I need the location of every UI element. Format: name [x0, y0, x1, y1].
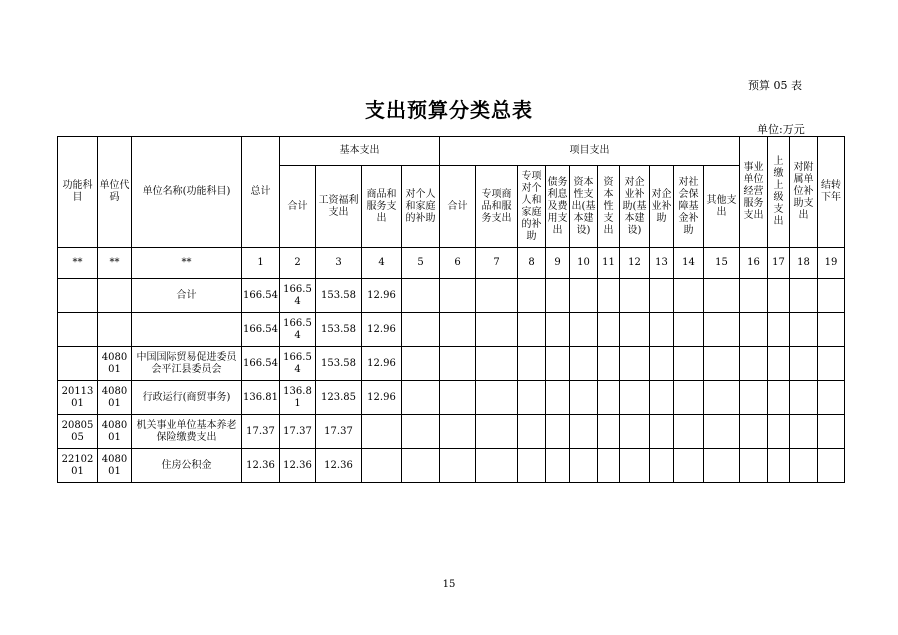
column-index-cell: 10 [570, 248, 598, 279]
header-basic-personal: 对个人和家庭的补助 [402, 166, 440, 248]
cell-name [132, 313, 242, 347]
cell-empty [620, 415, 650, 449]
cell-total: 166.54 [242, 279, 280, 313]
column-index-cell: 8 [518, 248, 546, 279]
cell-unit-code [98, 313, 132, 347]
unit-label: 单位:万元 [757, 123, 805, 136]
cell-empty [476, 415, 518, 449]
cell-empty [790, 279, 818, 313]
cell-empty [704, 381, 740, 415]
cell-salary: 17.37 [316, 415, 362, 449]
cell-empty [768, 279, 790, 313]
cell-empty [818, 347, 845, 381]
column-index-cell: 7 [476, 248, 518, 279]
cell-empty [476, 381, 518, 415]
cell-empty [704, 449, 740, 483]
cell-empty [440, 347, 476, 381]
cell-name: 住房公积金 [132, 449, 242, 483]
cell-empty [620, 347, 650, 381]
cell-empty [402, 313, 440, 347]
cell-empty [402, 347, 440, 381]
table-row [58, 313, 845, 347]
cell-empty [440, 449, 476, 483]
header-project-group: 项目支出 [440, 137, 740, 166]
cell-empty [518, 381, 546, 415]
column-index-cell: 1 [242, 248, 280, 279]
cell-empty [440, 313, 476, 347]
cell-empty [570, 279, 598, 313]
column-index-cell: ** [58, 248, 98, 279]
header-project-debt: 债务利息及费用支出 [546, 166, 570, 248]
cell-func-code: 2011301 [58, 381, 98, 415]
cell-goods: 12.96 [362, 279, 402, 313]
header-project-other: 其他支出 [704, 166, 740, 248]
cell-unit-code [98, 279, 132, 313]
cell-total: 136.81 [242, 381, 280, 415]
cell-empty [518, 279, 546, 313]
cell-salary: 12.36 [316, 449, 362, 483]
cell-empty [570, 381, 598, 415]
cell-empty [740, 313, 768, 347]
column-index-row [58, 248, 845, 279]
header-total: 总计 [242, 137, 280, 248]
column-index-cell: 18 [790, 248, 818, 279]
form-number: 预算 05 表 [748, 79, 802, 92]
page-number: 15 [442, 579, 456, 590]
header-project-capital-construction: 资本性支出(基本建设) [570, 166, 598, 248]
header-row-group [58, 137, 845, 166]
header-project-goods: 专项商品和服务支出 [476, 166, 518, 248]
header-project-total: 合计 [440, 166, 476, 248]
cell-basic-total: 17.37 [280, 415, 316, 449]
cell-empty [768, 449, 790, 483]
cell-empty [704, 313, 740, 347]
cell-total: 166.54 [242, 313, 280, 347]
cell-empty [620, 313, 650, 347]
cell-salary: 123.85 [316, 381, 362, 415]
cell-name: 机关事业单位基本养老保险缴费支出 [132, 415, 242, 449]
header-subsidiary: 对附属单位补助支出 [790, 137, 818, 248]
page-title: 支出预算分类总表 [365, 98, 533, 122]
header-project-enterprise-construction: 对企业补助(基本建设) [620, 166, 650, 248]
cell-goods [362, 449, 402, 483]
cell-goods [362, 415, 402, 449]
column-index-cell: 13 [650, 248, 674, 279]
cell-empty [598, 279, 620, 313]
cell-empty [790, 347, 818, 381]
cell-empty [598, 381, 620, 415]
table-row [58, 279, 845, 313]
cell-goods: 12.96 [362, 347, 402, 381]
cell-empty [650, 415, 674, 449]
cell-empty [476, 279, 518, 313]
cell-empty [674, 381, 704, 415]
cell-empty [440, 415, 476, 449]
cell-empty [790, 381, 818, 415]
header-basic-goods: 商品和服务支出 [362, 166, 402, 248]
cell-empty [818, 449, 845, 483]
column-index-cell: 5 [402, 248, 440, 279]
table-row [58, 415, 845, 449]
column-index-cell: 14 [674, 248, 704, 279]
column-index-cell: 12 [620, 248, 650, 279]
cell-empty [402, 381, 440, 415]
cell-empty [818, 415, 845, 449]
data-rows [58, 279, 845, 483]
column-index-cell: 15 [704, 248, 740, 279]
header-enterprise: 事业单位经营服务支出 [740, 137, 768, 248]
cell-empty [402, 415, 440, 449]
header-unit-code: 单位代码 [98, 137, 132, 248]
cell-empty [570, 313, 598, 347]
cell-empty [768, 415, 790, 449]
header-func-code: 功能科目 [58, 137, 98, 248]
column-index-cell: 2 [280, 248, 316, 279]
cell-empty [650, 449, 674, 483]
header-project-capital: 资本性支出 [598, 166, 620, 248]
cell-basic-total: 166.54 [280, 313, 316, 347]
cell-empty [818, 279, 845, 313]
cell-salary: 153.58 [316, 279, 362, 313]
column-index-cell: ** [98, 248, 132, 279]
cell-unit-code: 408001 [98, 347, 132, 381]
cell-empty [518, 347, 546, 381]
cell-empty [620, 381, 650, 415]
header-upper: 上缴上级支出 [768, 137, 790, 248]
cell-empty [740, 279, 768, 313]
cell-empty [598, 449, 620, 483]
cell-salary: 153.58 [316, 347, 362, 381]
column-index-cell: 9 [546, 248, 570, 279]
cell-func-code [58, 313, 98, 347]
cell-empty [518, 313, 546, 347]
cell-empty [768, 381, 790, 415]
cell-empty [674, 449, 704, 483]
cell-name: 中国国际贸易促进委员会平江县委员会 [132, 347, 242, 381]
cell-empty [704, 347, 740, 381]
cell-empty [790, 449, 818, 483]
column-index-cell: 3 [316, 248, 362, 279]
cell-empty [740, 449, 768, 483]
column-index-cell: 19 [818, 248, 845, 279]
cell-empty [674, 415, 704, 449]
cell-name: 行政运行(商贸事务) [132, 381, 242, 415]
cell-empty [518, 449, 546, 483]
cell-unit-code: 408001 [98, 381, 132, 415]
header-project-personal: 专项对个人和家庭的补助 [518, 166, 546, 248]
cell-empty [620, 279, 650, 313]
table-row [58, 347, 845, 381]
cell-empty [402, 279, 440, 313]
cell-empty [818, 381, 845, 415]
cell-empty [476, 449, 518, 483]
cell-empty [704, 279, 740, 313]
cell-empty [740, 415, 768, 449]
cell-unit-code: 408001 [98, 415, 132, 449]
cell-empty [674, 347, 704, 381]
expenditure-budget-table [57, 136, 845, 483]
cell-total: 166.54 [242, 347, 280, 381]
cell-empty [620, 449, 650, 483]
cell-empty [546, 381, 570, 415]
cell-empty [570, 415, 598, 449]
column-index-cell: 11 [598, 248, 620, 279]
cell-basic-total: 136.81 [280, 381, 316, 415]
cell-basic-total: 166.54 [280, 347, 316, 381]
cell-func-code: 2210201 [58, 449, 98, 483]
cell-func-code [58, 347, 98, 381]
header-basic-salary: 工资福利支出 [316, 166, 362, 248]
cell-empty [546, 449, 570, 483]
cell-func-code: 2080505 [58, 415, 98, 449]
cell-empty [476, 347, 518, 381]
cell-empty [570, 347, 598, 381]
cell-empty [818, 313, 845, 347]
cell-unit-code: 408001 [98, 449, 132, 483]
header-basic-total: 合计 [280, 166, 316, 248]
header-basic-group: 基本支出 [280, 137, 440, 166]
cell-empty [546, 279, 570, 313]
header-unit-name: 单位名称(功能科目) [132, 137, 242, 248]
column-index-cell: ** [132, 248, 242, 279]
header-project-enterprise: 对企业补助 [650, 166, 674, 248]
cell-empty [650, 279, 674, 313]
header-carryover: 结转下年 [818, 137, 845, 248]
table-row [58, 449, 845, 483]
cell-empty [476, 313, 518, 347]
column-index-cell: 6 [440, 248, 476, 279]
cell-empty [440, 279, 476, 313]
column-index-cell: 4 [362, 248, 402, 279]
cell-empty [674, 313, 704, 347]
cell-empty [768, 313, 790, 347]
cell-basic-total: 166.54 [280, 279, 316, 313]
header-project-social-security: 对社会保障基金补助 [674, 166, 704, 248]
cell-empty [740, 381, 768, 415]
cell-empty [598, 415, 620, 449]
table-row [58, 381, 845, 415]
cell-goods: 12.96 [362, 381, 402, 415]
cell-name: 合计 [132, 279, 242, 313]
column-index-cell: 16 [740, 248, 768, 279]
cell-func-code [58, 279, 98, 313]
cell-goods: 12.96 [362, 313, 402, 347]
cell-empty [704, 415, 740, 449]
cell-empty [518, 415, 546, 449]
cell-empty [650, 313, 674, 347]
cell-total: 12.36 [242, 449, 280, 483]
cell-empty [546, 313, 570, 347]
cell-empty [790, 313, 818, 347]
cell-empty [650, 347, 674, 381]
cell-total: 17.37 [242, 415, 280, 449]
column-index-cell: 17 [768, 248, 790, 279]
cell-basic-total: 12.36 [280, 449, 316, 483]
cell-empty [598, 313, 620, 347]
cell-empty [674, 279, 704, 313]
cell-salary: 153.58 [316, 313, 362, 347]
cell-empty [740, 347, 768, 381]
cell-empty [546, 415, 570, 449]
cell-empty [768, 347, 790, 381]
cell-empty [402, 449, 440, 483]
cell-empty [790, 415, 818, 449]
cell-empty [650, 381, 674, 415]
cell-empty [570, 449, 598, 483]
cell-empty [440, 381, 476, 415]
cell-empty [598, 347, 620, 381]
cell-empty [546, 347, 570, 381]
